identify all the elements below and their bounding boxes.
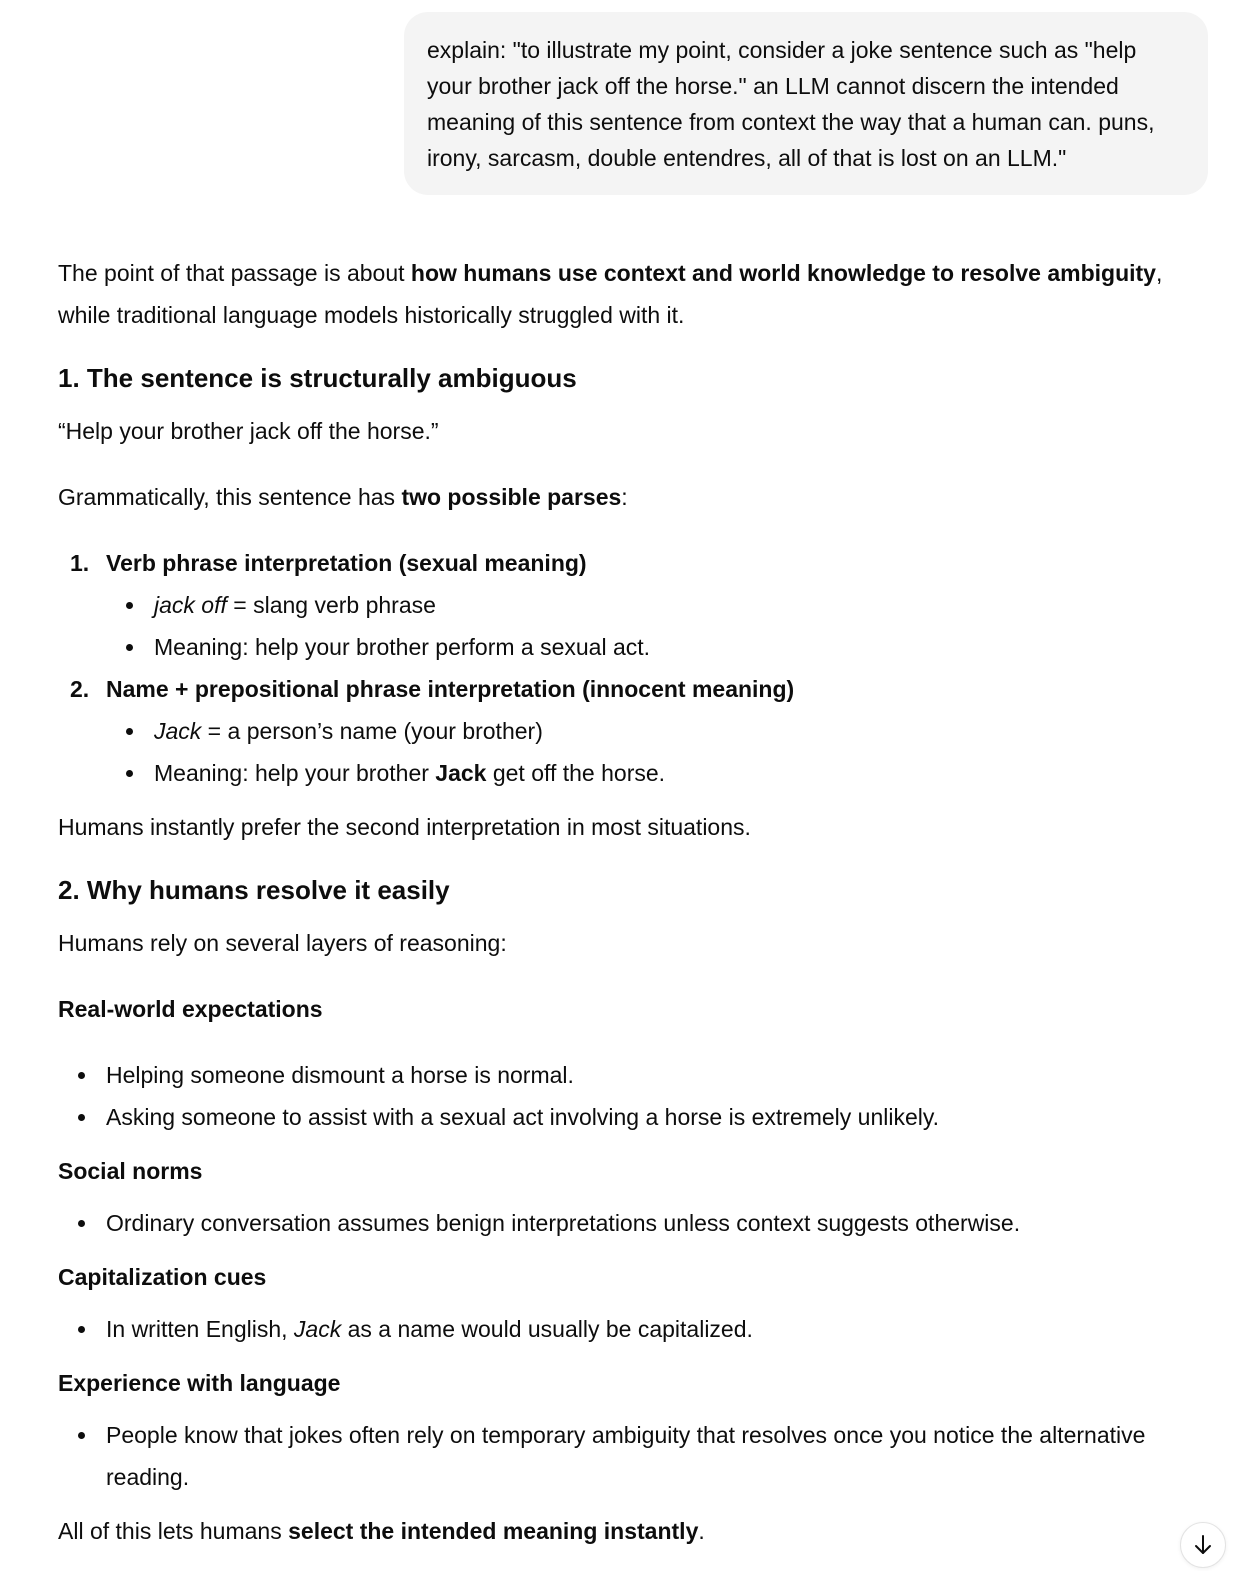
section2-lead: Humans rely on several layers of reasoning:	[58, 930, 507, 956]
parses-lead: Grammatically, this sentence has two possible parses:	[58, 484, 628, 510]
final-paragraph: All of this lets humans select the intended meaning instantly.	[58, 1518, 705, 1544]
parse-item: 2. Name + prepositional phrase interpretation (innocent meaning) Jack = a person’s name (your brother) Meaning: help your brother Jack get off the horse.	[58, 668, 1208, 794]
parse-title: Verb phrase interpretation (sexual meaning)	[106, 550, 587, 576]
section1-conclusion: Humans instantly prefer the second interpretation in most situations.	[58, 814, 751, 840]
group-social-norms	[58, 1150, 1208, 1244]
group-heading: Real-world expectations	[58, 996, 323, 1022]
group-capitalization	[58, 1256, 1208, 1350]
list-item: In written English, Jack as a name would usually be capitalized.	[58, 1308, 1208, 1350]
group-heading: Capitalization cues	[58, 1264, 267, 1290]
list-item: jack off = slang verb phrase	[106, 584, 1208, 626]
intro-paragraph: The point of that passage is about how humans use context and world knowledge to resolve ambiguity, while traditional language models historically struggled with it.	[58, 260, 1163, 328]
user-message-bubble: explain: "to illustrate my point, consider a joke sentence such as "help your brother jack off the horse." an LLM cannot discern the intended meaning of this sentence from context the way that a human can. puns, irony, sarcasm, double entendres, all of that is lost on an LLM."	[404, 12, 1208, 195]
list-item: Asking someone to assist with a sexual act involving a horse is extremely unlikely.	[58, 1096, 1208, 1138]
section2-heading: 2. Why humans resolve it easily	[58, 875, 450, 905]
example-quote: “Help your brother jack off the horse.”	[58, 418, 439, 444]
list-item: Meaning: help your brother perform a sexual act.	[106, 626, 1208, 668]
section1-heading: 1. The sentence is structurally ambiguous	[58, 363, 577, 393]
parse-title: Name + prepositional phrase interpretation (innocent meaning)	[106, 676, 795, 702]
group-heading: Social norms	[58, 1158, 203, 1184]
parse-item: 1. Verb phrase interpretation (sexual meaning) jack off = slang verb phrase Meaning: help your brother perform a sexual act.	[58, 542, 1208, 668]
list-item: Meaning: help your brother Jack get off the horse.	[106, 752, 1208, 794]
list-item: Helping someone dismount a horse is normal.	[58, 1054, 1208, 1096]
scroll-to-bottom-button[interactable]	[1180, 1522, 1226, 1568]
group-experience	[58, 1362, 1208, 1498]
user-message-row	[404, 12, 1208, 195]
arrow-down-icon	[1191, 1533, 1215, 1557]
list-item: Ordinary conversation assumes benign interpretations unless context suggests otherwise.	[58, 1202, 1208, 1244]
assistant-response	[58, 252, 1208, 1552]
list-item: Jack = a person’s name (your brother)	[106, 710, 1208, 752]
group-heading: Experience with language	[58, 1370, 341, 1396]
parses-list	[58, 542, 1208, 794]
list-item: People know that jokes often rely on temporary ambiguity that resolves once you notice the alternative reading.	[58, 1414, 1208, 1498]
